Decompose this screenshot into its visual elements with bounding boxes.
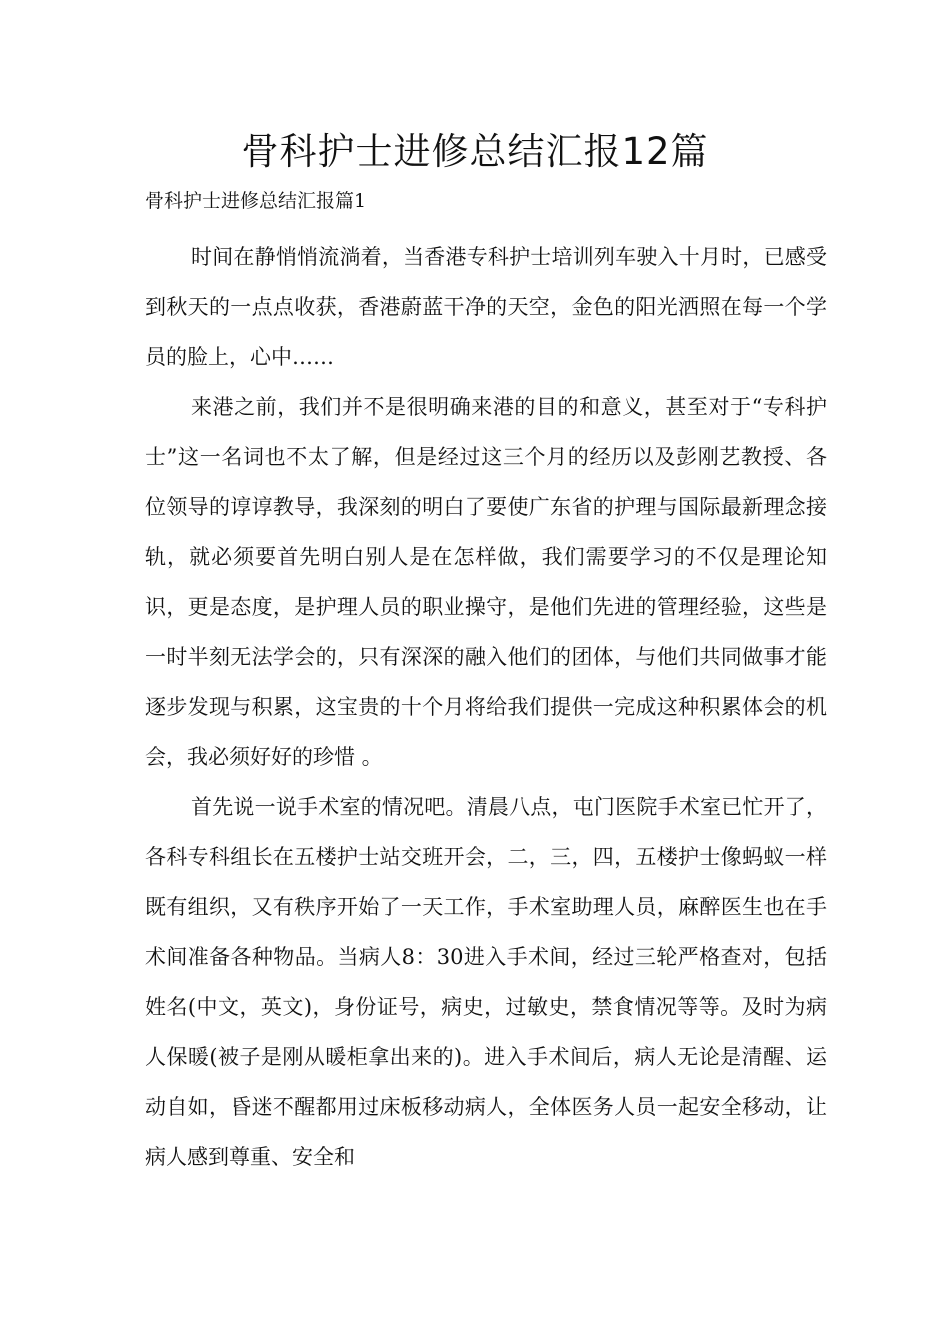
paragraph-2: 来港之前，我们并不是很明确来港的目的和意义，甚至对于“专科护士”这一名词也不太了解，但是经过这三个月的经历以及彭刚艺教授、各位领导的谆谆教导，我深刻的明白了要使广东省的护理与国际最新理念接轨，就必须要首先明白别人是在怎样做，我们需要学习的不仅是理论知识，更是态度，是护理人员的职业操守，是他们先进的管理经验，这些是一时半刻无法学会的，只有深深的融入他们的团体，与他们共同做事才能逐步发现与积累，这宝贵的十个月将给我们提供一完成这种积累体会的机会，我必须好好的珍惜 。: [145, 395, 827, 769]
section-heading: 骨科护士进修总结汇报篇1: [145, 190, 367, 212]
paragraph-3: 首先说一说手术室的情况吧。清晨八点，屯门医院手术室已忙开了，各科专科组长在五楼护士站交班开会，二，三，四，五楼护士像蚂蚁一样既有组织，又有秩序开始了一天工作，手术室助理人员，麻醉医生也在手术间准备各种物品。当病人8：30进入手术间，经过三轮严格查对，包括姓名(中文，英文)，身份证号，病史，过敏史，禁食情况等等。及时为病人保暖(被子是刚从暖柜拿出来的)。进入手术间后，病人无论是清醒、运动自如，昏迷不醒都用过床板移动病人，全体医务人员一起安全移动，让病人感到尊重、安全和: [145, 795, 827, 1169]
document-body: [145, 232, 827, 1182]
document-title: 骨科护士进修总结汇报12篇: [241, 130, 709, 173]
paragraph-1: 时间在静悄悄流淌着，当香港专科护士培训列车驶入十月时，已感受到秋天的一点点收获，香港蔚蓝干净的天空，金色的阳光洒照在每一个学员的脸上，心中……: [145, 245, 827, 369]
